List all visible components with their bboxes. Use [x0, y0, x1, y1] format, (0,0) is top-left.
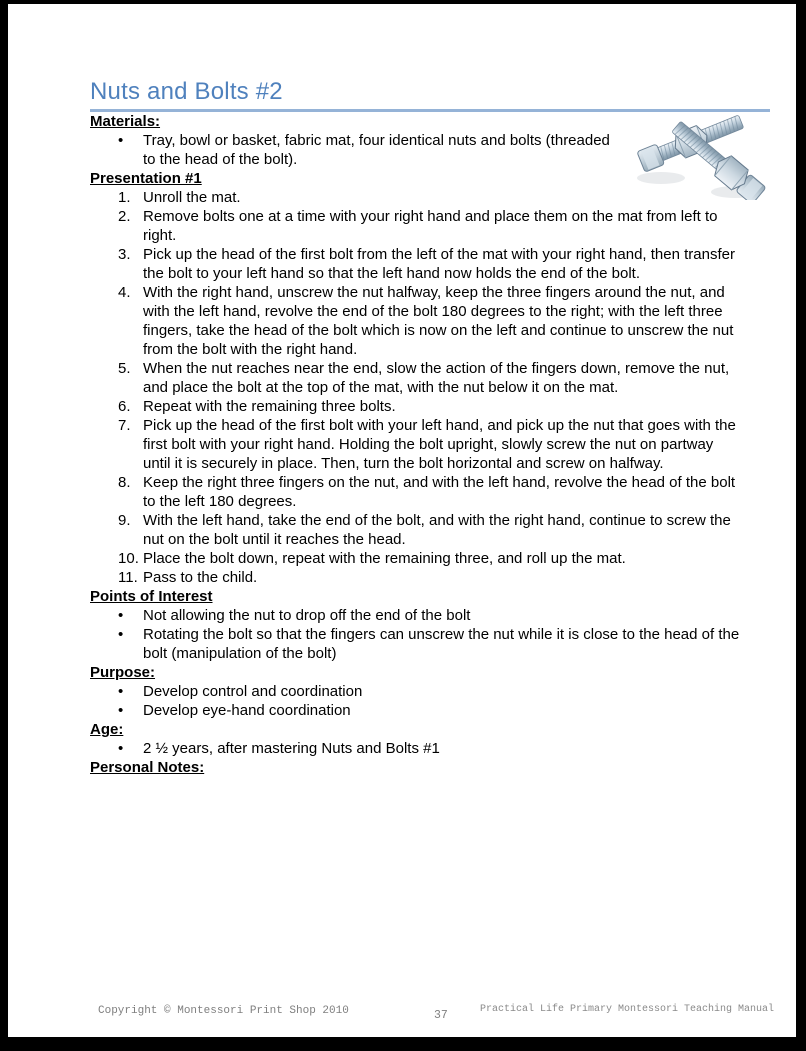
document-page: [8, 4, 796, 1037]
nuts-and-bolts-photo: [633, 112, 767, 200]
points-of-interest-heading: Points of Interest: [90, 588, 213, 605]
step-text: With the right hand, unscrew the nut halfway, keep the three fingers around the nut, and with the left hand, revolve the end of the bolt 180 degrees to the right; with the left three fingers, take the head of the bolt which is now on the left and continue to unscrew the nut from the bolt with the right hand.: [143, 284, 734, 358]
list-item: [90, 682, 770, 701]
step-text: When the nut reaches near the end, slow the action of the fingers down, remove the nut, and place the bolt at the top of the mat, with the nut below it on the mat.: [143, 360, 730, 396]
age-heading: Age:: [90, 721, 124, 738]
step-text: Pick up the head of the first bolt from the left of the mat with your right hand, then transfer the bolt to your left hand so that the left hand now holds the end of the bolt.: [143, 246, 735, 282]
step-item: [90, 283, 770, 359]
point-text: • Rotating the bolt so that the fingers can unscrew the nut while it is close to the head of the bolt (manipulation of the bolt): [143, 626, 740, 662]
list-item: [90, 625, 770, 663]
materials-item-text: • Tray, bowl or basket, fabric mat, four identical nuts and bolts (threaded to the head of the bolt).: [143, 132, 610, 168]
age-list: [90, 739, 770, 758]
step-item: [90, 511, 770, 549]
step-item: [90, 397, 770, 416]
purpose-heading: Purpose:: [90, 664, 156, 681]
step-item: [90, 359, 770, 397]
list-item: [90, 606, 770, 625]
step-text: Pass to the child.: [143, 569, 258, 586]
point-text: • Not allowing the nut to drop off the end of the bolt: [143, 607, 471, 624]
step-text: Keep the right three fingers on the nut, and with the left hand, revolve the head of the bolt to the left 180 degrees.: [143, 474, 736, 510]
step-item: [90, 207, 770, 245]
footer-manual-title: Practical Life Primary Montessori Teaching Manual: [479, 1004, 774, 1015]
step-text: Place the bolt down, repeat with the remaining three, and roll up the mat.: [143, 550, 626, 567]
presentation-heading: Presentation #1: [90, 170, 202, 187]
purpose-text: • Develop eye-hand coordination: [143, 702, 351, 719]
personal-notes-heading: Personal Notes:: [90, 759, 205, 776]
presentation-steps: [90, 188, 770, 587]
materials-heading: Materials:: [90, 113, 161, 130]
step-text: Remove bolts one at a time with your right hand and place them on the mat from left to right.: [143, 208, 718, 244]
step-item: [90, 549, 770, 568]
page-title: Nuts and Bolts #2: [90, 78, 770, 112]
footer-page-number: 37: [434, 1009, 448, 1022]
step-item: [90, 245, 770, 283]
footer-copyright: Copyright © Montessori Print Shop 2010: [98, 1005, 349, 1017]
step-item: [90, 568, 770, 587]
step-text: Pick up the head of the first bolt with your left hand, and pick up the nut that goes with the first bolt with your right hand. Holding the bolt upright, slowly screw the nut on partway until it is securely in place. Then, turn the bolt horizontal and screw on halfway.: [143, 417, 736, 472]
step-text: Repeat with the remaining three bolts.: [143, 398, 396, 415]
list-item: [90, 739, 770, 758]
purpose-list: [90, 682, 770, 720]
bolts-illustration: [633, 112, 767, 200]
purpose-text: • Develop control and coordination: [143, 683, 363, 700]
step-item: [90, 473, 770, 511]
step-text: With the left hand, take the end of the bolt, and with the right hand, continue to screw the nut on the bolt until it reaches the head.: [143, 512, 731, 548]
points-of-interest-list: [90, 606, 770, 663]
step-text: Unroll the mat.: [143, 189, 241, 206]
step-item: [90, 416, 770, 473]
age-text: • 2 ½ years, after mastering Nuts and Bolts #1: [143, 740, 440, 757]
list-item: [90, 701, 770, 720]
